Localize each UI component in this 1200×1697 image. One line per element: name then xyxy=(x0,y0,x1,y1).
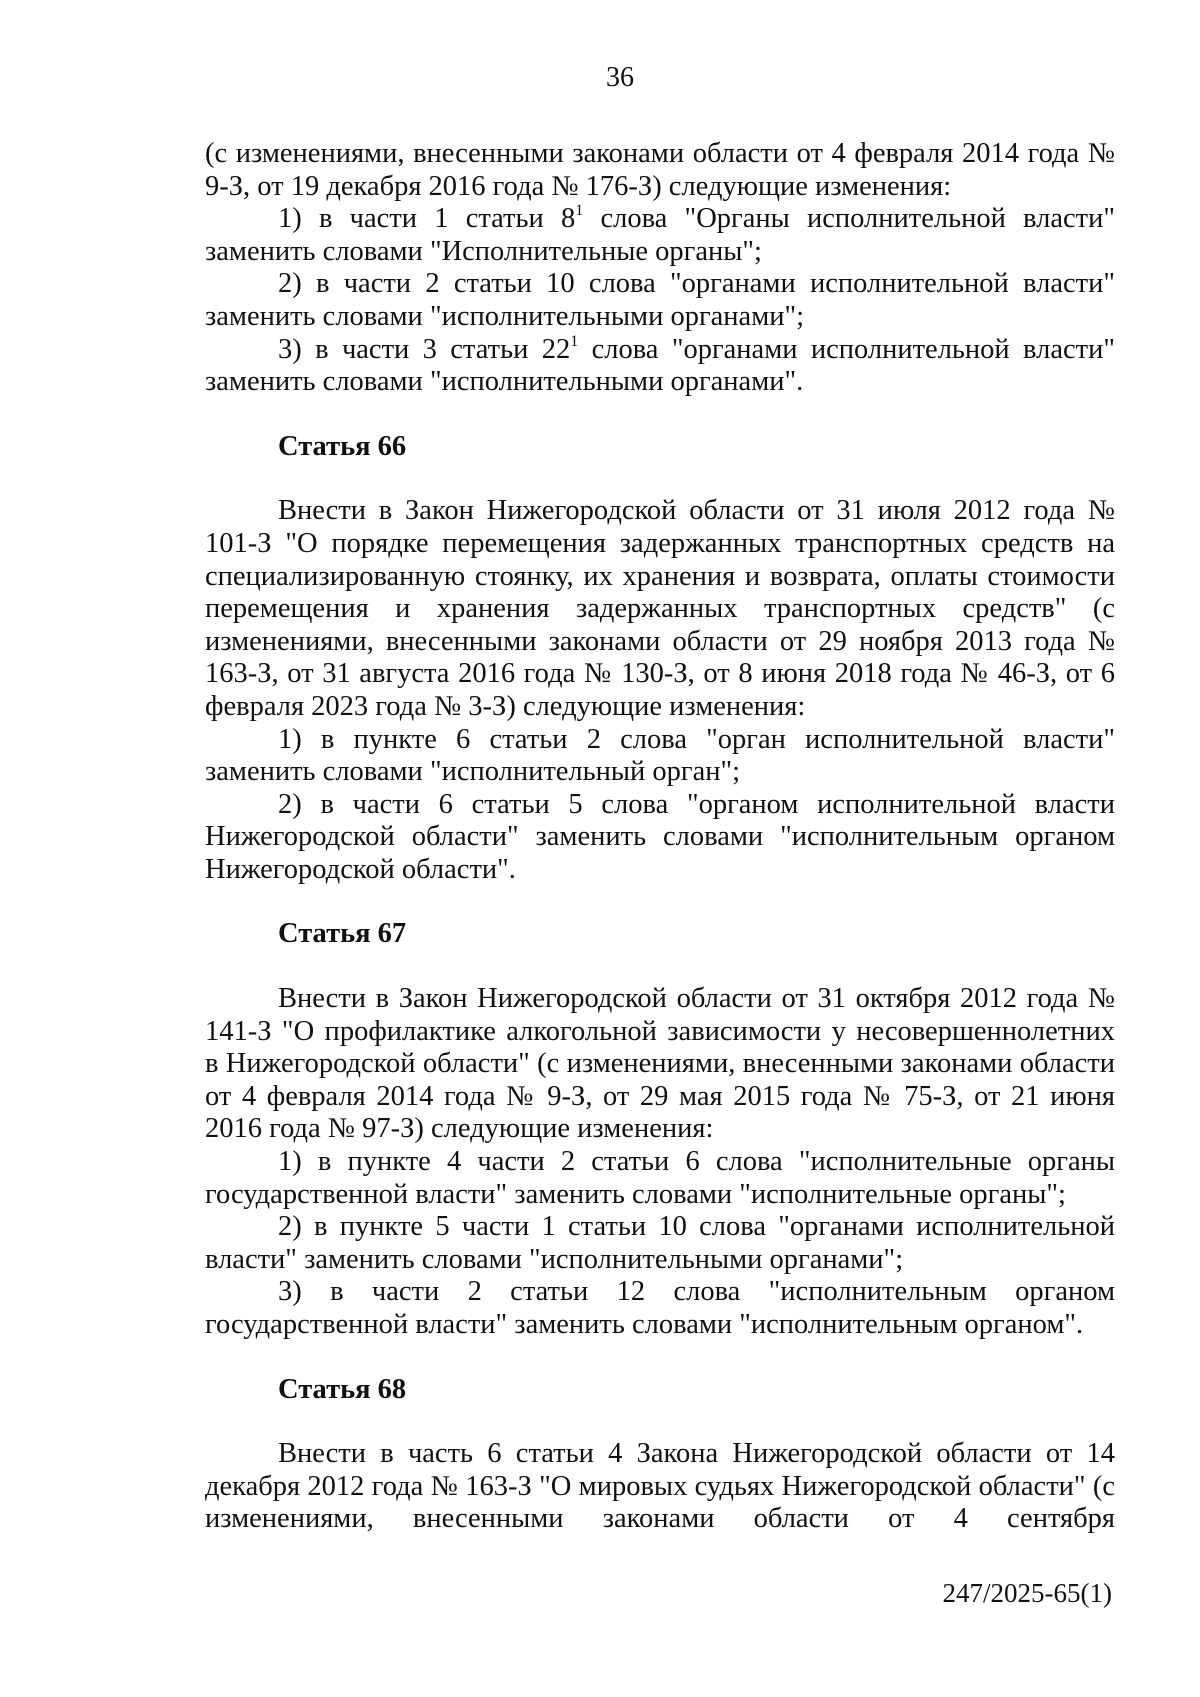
article-67-paragraph: Внести в Закон Нижегородской области от 31 октября 2012 года № 141-З "О профилактике алкогольной зависимости у несовершеннолетних в Нижегородской области" (с изменениями, внесенными законами области от 4 февраля 2014 года № 9-З, от 29 мая 2015 года № 75-З, от 21 июня 2016 года № 97-З) следующие изменения: xyxy=(205,983,1115,1145)
document-body xyxy=(205,138,1115,1536)
article-66-paragraph: Внести в Закон Нижегородской области от 31 июля 2012 года № 101-З "О порядке перемещения задержанных транспортных средств на специализированную стоянку, их хранения и возврата, оплаты стоимости перемещения и хранения задержанных транспортных средств" (с изменениями, внесенными законами области от 29 ноября 2013 года № 163-З, от 31 августа 2016 года № 130-З, от 8 июня 2018 года № 46-З, от 6 февраля 2023 года № 3-З) следующие изменения: xyxy=(205,495,1115,722)
article-68-paragraph: Внести в часть 6 статьи 4 Закона Нижегородской области от 14 декабря 2012 года № 163-З "О мировых судьях Нижегородской области" (с изменениями, внесенными законами области от 4 сентября xyxy=(205,1438,1115,1535)
intro-item-1-text-b: слова "Органы исполнительной власти" заменить словами "Исполнительные органы"; xyxy=(205,203,1115,267)
article-67-item-3: 3) в части 2 статьи 12 слова "исполнительным органом государственной власти" заменить словами "исполнительным органом". xyxy=(205,1276,1115,1340)
article-66-item-1: 1) в пункте 6 статьи 2 слова "орган исполнительной власти" заменить словами "исполнительный орган"; xyxy=(205,723,1115,788)
intro-item-1-text-a: 1) в части 1 статьи 8 xyxy=(278,203,576,235)
document-code: 247/2025-65(1) xyxy=(942,1578,1112,1608)
article-67-item-1: 1) в пункте 4 части 2 статьи 6 слова "исполнительные органы государственной власти" заменить словами "исполнительные органы"; xyxy=(205,1146,1115,1210)
intro-item-3-superscript: 1 xyxy=(570,332,579,350)
article-67-item-2: 2) в пункте 5 части 1 статьи 10 слова "органами исполнительной власти" заменить словами "исполнительными органами"; xyxy=(205,1211,1115,1275)
article-67-heading: Статья 67 xyxy=(278,918,407,950)
intro-item-2: 2) в части 2 статьи 10 слова "органами исполнительной власти" заменить словами "исполнительными органами"; xyxy=(205,268,1115,332)
intro-item-3 xyxy=(205,334,1115,399)
intro-item-1-superscript: 1 xyxy=(575,202,584,220)
article-66-item-2: 2) в части 6 статьи 5 слова "органом исполнительной власти Нижегородской области" заменить словами "исполнительным органом Нижегородской области". xyxy=(205,788,1115,885)
intro-item-3-text-a: 3) в части 3 статьи 22 xyxy=(278,333,571,365)
article-68-heading: Статья 68 xyxy=(278,1373,407,1405)
page-number: 36 xyxy=(606,62,634,93)
intro-item-3-text-b: слова "органами исполнительной власти" заменить словами "исполнительными органами". xyxy=(205,333,1115,398)
intro-item-1 xyxy=(205,203,1115,268)
article-66-heading: Статья 66 xyxy=(278,430,407,462)
intro-paragraph: (с изменениями, внесенными законами области от 4 февраля 2014 года № 9-З, от 19 декабря 2016 года № 176-З) следующие изменения: xyxy=(205,138,1115,202)
